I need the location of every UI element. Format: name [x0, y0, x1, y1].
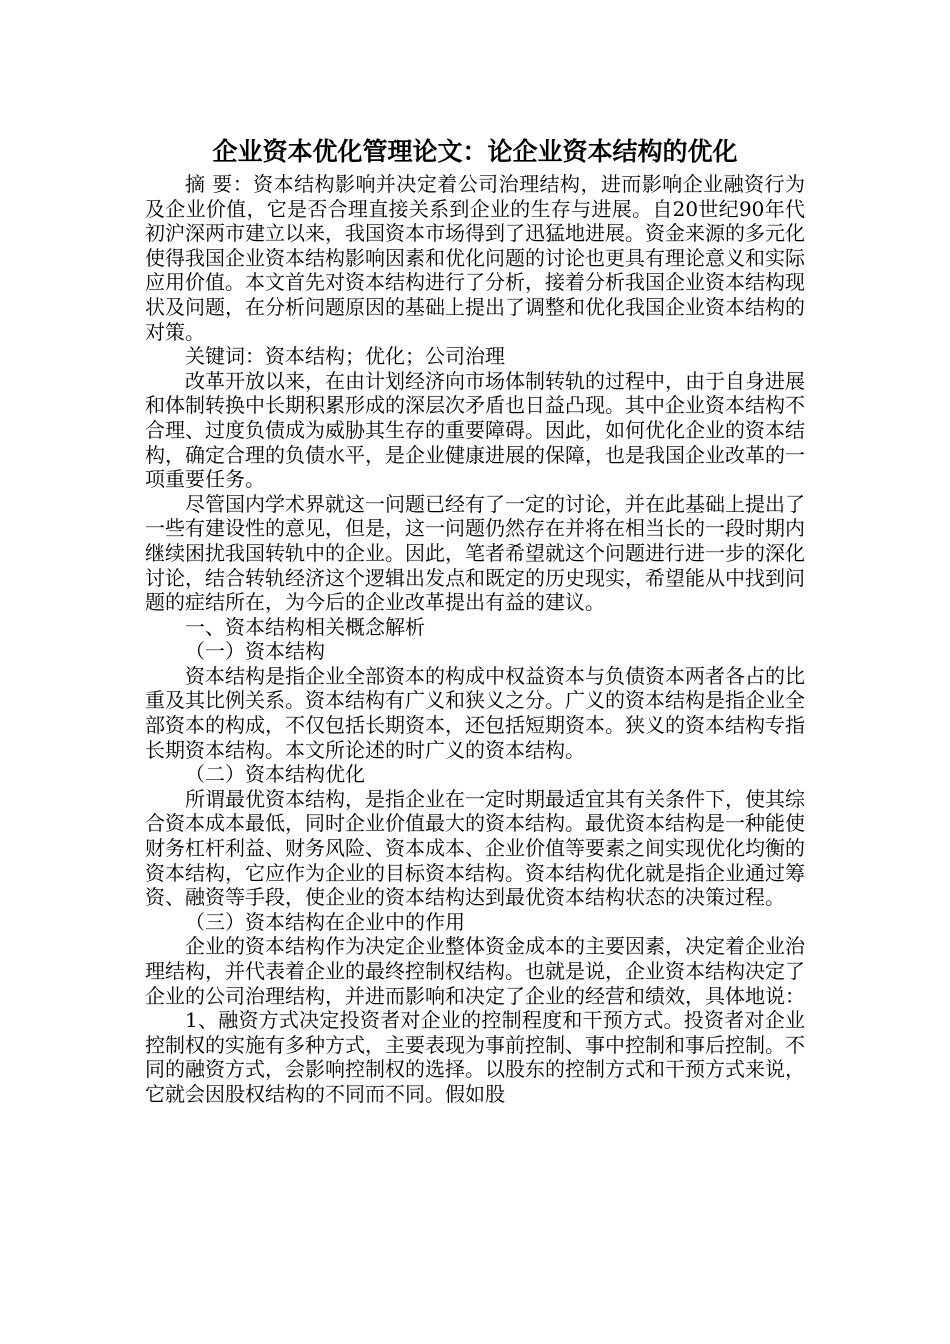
body-paragraph: 所谓最优资本结构，是指企业在一定时期最适宜其有关条件下，使其综合资本成本最低，同时企业价值最大的资本结构。最优资本结构是一种能使财务杠杆利益、财务风险、资本成本、企业价值等要素之间实现优化均衡的资本结构，它应作为企业的目标资本结构。资本结构优化就是指企业通过筹资、融资等手段，使企业的资本结构达到最优资本结构状态的决策过程。 [145, 786, 805, 910]
body-paragraph: 企业的资本结构作为决定企业整体资金成本的主要因素，决定着企业治理结构，并代表着企业的最终控制权结构。也就是说，企业资本结构决定了企业的公司治理结构，并进而影响和决定了企业的经营和绩效，具体地说： [145, 934, 805, 1008]
subsection-heading: （三）资本结构在企业中的作用 [185, 909, 465, 934]
document-title: 企业资本优化管理论文：论企业资本结构的优化 [212, 137, 738, 166]
body-paragraph: 尽管国内学术界就这一问题已经有了一定的讨论，并在此基础上提出了一些有建设性的意见，但是，这一问题仍然存在并将在相当长的一段时期内继续困扰我国转轨中的企业。因此，笔者希望就这个问题进行进一步的深化讨论，结合转轨经济这个逻辑出发点和既定的历史现实，希望能从中找到问题的症结所在，为今后的企业改革提出有益的建议。 [145, 491, 805, 615]
document-body [145, 172, 805, 1107]
abstract-paragraph: 摘 要：资本结构影响并决定着公司治理结构，进而影响企业融资行为及企业价值，它是否合理直接关系到企业的生存与进展。自20世纪90年代初沪深两市建立以来，我国资本市场得到了迅猛地进展。资金来源的多元化使得我国企业资本结构影响因素和优化问题的讨论也更具有理论意义和实际应用价值。本文首先对资本结构进行了分析，接着分析我国企业资本结构现状及问题，在分析问题原因的基础上提出了调整和优化我国企业资本结构的对策。 [145, 172, 805, 344]
section-heading: 一、资本结构相关概念解析 [185, 614, 425, 639]
body-paragraph: 1、融资方式决定投资者对企业的控制程度和干预方式。投资者对企业控制权的实施有多种方式，主要表现为事前控制、事中控制和事后控制。不同的融资方式，会影响控制权的选择。以股东的控制方式和干预方式来说，它就会因股权结构的不同而不同。假如股 [145, 1008, 805, 1106]
subsection-heading: （二）资本结构优化 [185, 762, 365, 787]
document-page [145, 132, 805, 1107]
subsection-heading: （一）资本结构 [185, 639, 325, 664]
body-paragraph: 改革开放以来，在由计划经济向市场体制转轨的过程中，由于自身进展和体制转换中长期积累形成的深层次矛盾也日益凸现。其中企业资本结构不合理、过度负债成为威胁其生存的重要障碍。因此，如何优化企业的资本结构，确定合理的负债水平，是企业健康进展的保障，也是我国企业改革的一项重要任务。 [145, 368, 805, 492]
keywords-paragraph: 关键词：资本结构；优化；公司治理 [185, 344, 505, 369]
body-paragraph: 资本结构是指企业全部资本的构成中权益资本与负债资本两者各占的比重及其比例关系。资本结构有广义和狭义之分。广义的资本结构是指企业全部资本的构成，不仅包括长期资本，还包括短期资本。狭义的资本结构专指长期资本结构。本文所论述的时广义的资本结构。 [145, 663, 805, 762]
